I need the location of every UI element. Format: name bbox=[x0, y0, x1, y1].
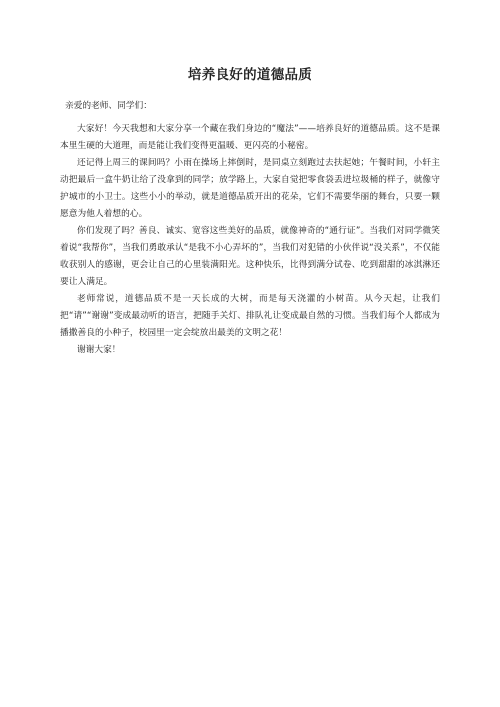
paragraph-call-to-action: 老师常说，道德品质不是一天长成的大树，而是每天浇灌的小树苗。从今天起，让我们把“请”“谢谢”变成最动听的语言，把随手关灯、排队礼让变成最自然的习惯。当我们每个人都成为播撒善良的小种子，校园里一定会绽放出最美的文明之花！ bbox=[60, 294, 440, 338]
document-title: 培养良好的道德品质 bbox=[187, 67, 313, 83]
document-page bbox=[60, 66, 440, 359]
closing-thanks: 谢谢大家！ bbox=[77, 345, 121, 355]
paragraph-greeting: 大家好！今天我想和大家分享一个藏在我们身边的“魔法”——培养良好的道德品质。这不是课本里生硬的大道理，而是能让我们变得更温暖、更闪亮的小秘密。 bbox=[60, 124, 440, 151]
paragraph-qualities: 你们发现了吗？善良、诚实、宽容这些美好的品质，就像神奇的“通行证”。当我们对同学微笑着说“我帮你”，当我们勇敢承认“是我不小心弄坏的”，当我们对犯错的小伙伴说“没关系”，不仅能收获别人的感谢，更会让自己的心里装满阳光。这种快乐，比得到满分试卷、吃到甜甜的冰淇淋还要让人满足。 bbox=[60, 226, 440, 287]
paragraph-examples: 还记得上周三的课间吗？小雨在操场上摔倒时，是同桌立刻跑过去扶起她；午餐时间，小轩主动把最后一盒牛奶让给了没拿到的同学；放学路上，大家自觉把零食袋丢进垃圾桶的样子，就像守护城市的小卫士。这些小小的举动，就是道德品质开出的花朵，它们不需要华丽的舞台，只要一颗愿意为他人着想的心。 bbox=[60, 158, 440, 219]
salutation: 亲爱的老师、同学们： bbox=[65, 101, 152, 111]
